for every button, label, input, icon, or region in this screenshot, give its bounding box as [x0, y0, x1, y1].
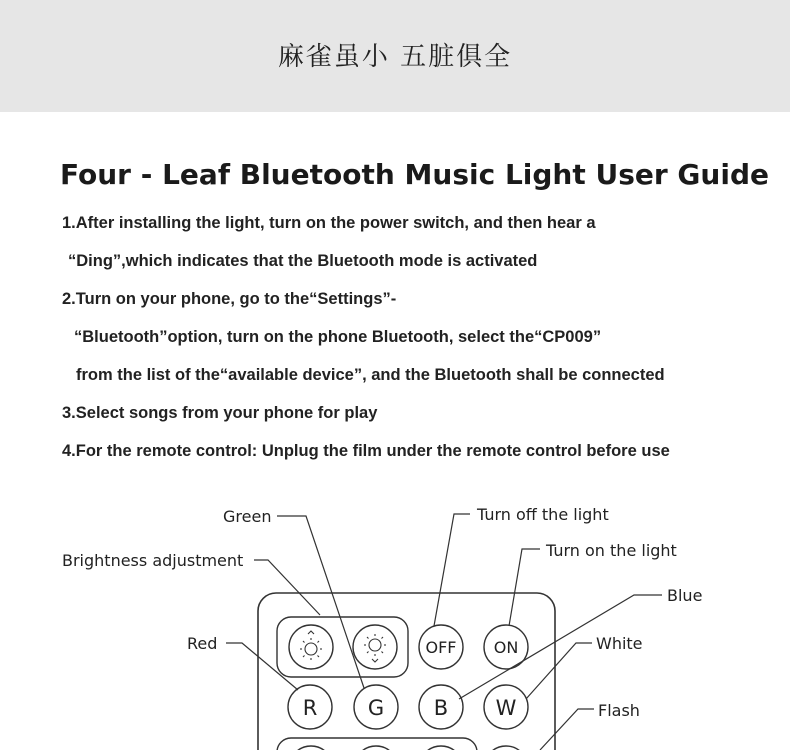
- blue-button[interactable]: [419, 685, 463, 729]
- off-button-label: OFF: [425, 638, 457, 657]
- label-brightness: Brightness adjustment: [62, 551, 244, 570]
- bottom-button[interactable]: [354, 746, 398, 750]
- guide-line: “Ding”,which indicates that the Bluetooth mode is activated: [68, 252, 538, 270]
- brightness-up-icon: [300, 631, 322, 660]
- brightness-down-icon: [364, 634, 386, 662]
- guide-title: Four - Leaf Bluetooth Music Light User Guide: [60, 158, 769, 191]
- label-flash: Flash: [598, 701, 640, 720]
- green-button-label: G: [367, 696, 385, 720]
- bottom-button-group: [277, 738, 477, 750]
- guide-line: 3.Select songs from your phone for play: [62, 404, 378, 422]
- label-green: Green: [223, 507, 272, 526]
- label-red: Red: [187, 634, 218, 653]
- bottom-button[interactable]: [484, 746, 528, 750]
- guide-line: 4.For the remote control: Unplug the film under the remote control before use: [62, 442, 670, 460]
- bottom-button[interactable]: [419, 746, 463, 750]
- guide-line: from the list of the“available device”, and the Bluetooth shall be connected: [76, 366, 665, 384]
- off-button[interactable]: [419, 625, 463, 669]
- white-button[interactable]: [484, 685, 528, 729]
- green-button[interactable]: [354, 685, 398, 729]
- on-button-label: ON: [493, 638, 519, 657]
- bottom-button[interactable]: [289, 746, 333, 750]
- guide-line: “Bluetooth”option, turn on the phone Bluetooth, select the“CP009”: [74, 328, 602, 346]
- brightness-up-button[interactable]: [289, 625, 333, 669]
- banner-subtitle: 麻雀虽小 五脏俱全: [277, 42, 513, 72]
- red-button[interactable]: [288, 685, 332, 729]
- guide-line: 2.Turn on your phone, go to the“Settings”-: [62, 290, 397, 308]
- guide-line: 1.After installing the light, turn on the power switch, and then hear a: [62, 214, 596, 232]
- red-button-label: R: [302, 696, 318, 720]
- label-blue: Blue: [667, 586, 703, 605]
- label-turn-on: Turn on the light: [546, 541, 677, 560]
- brightness-down-button[interactable]: [353, 625, 397, 669]
- white-button-label: W: [495, 696, 517, 720]
- label-turn-off: Turn off the light: [477, 505, 609, 524]
- label-white: White: [596, 634, 643, 653]
- blue-button-label: B: [433, 696, 449, 720]
